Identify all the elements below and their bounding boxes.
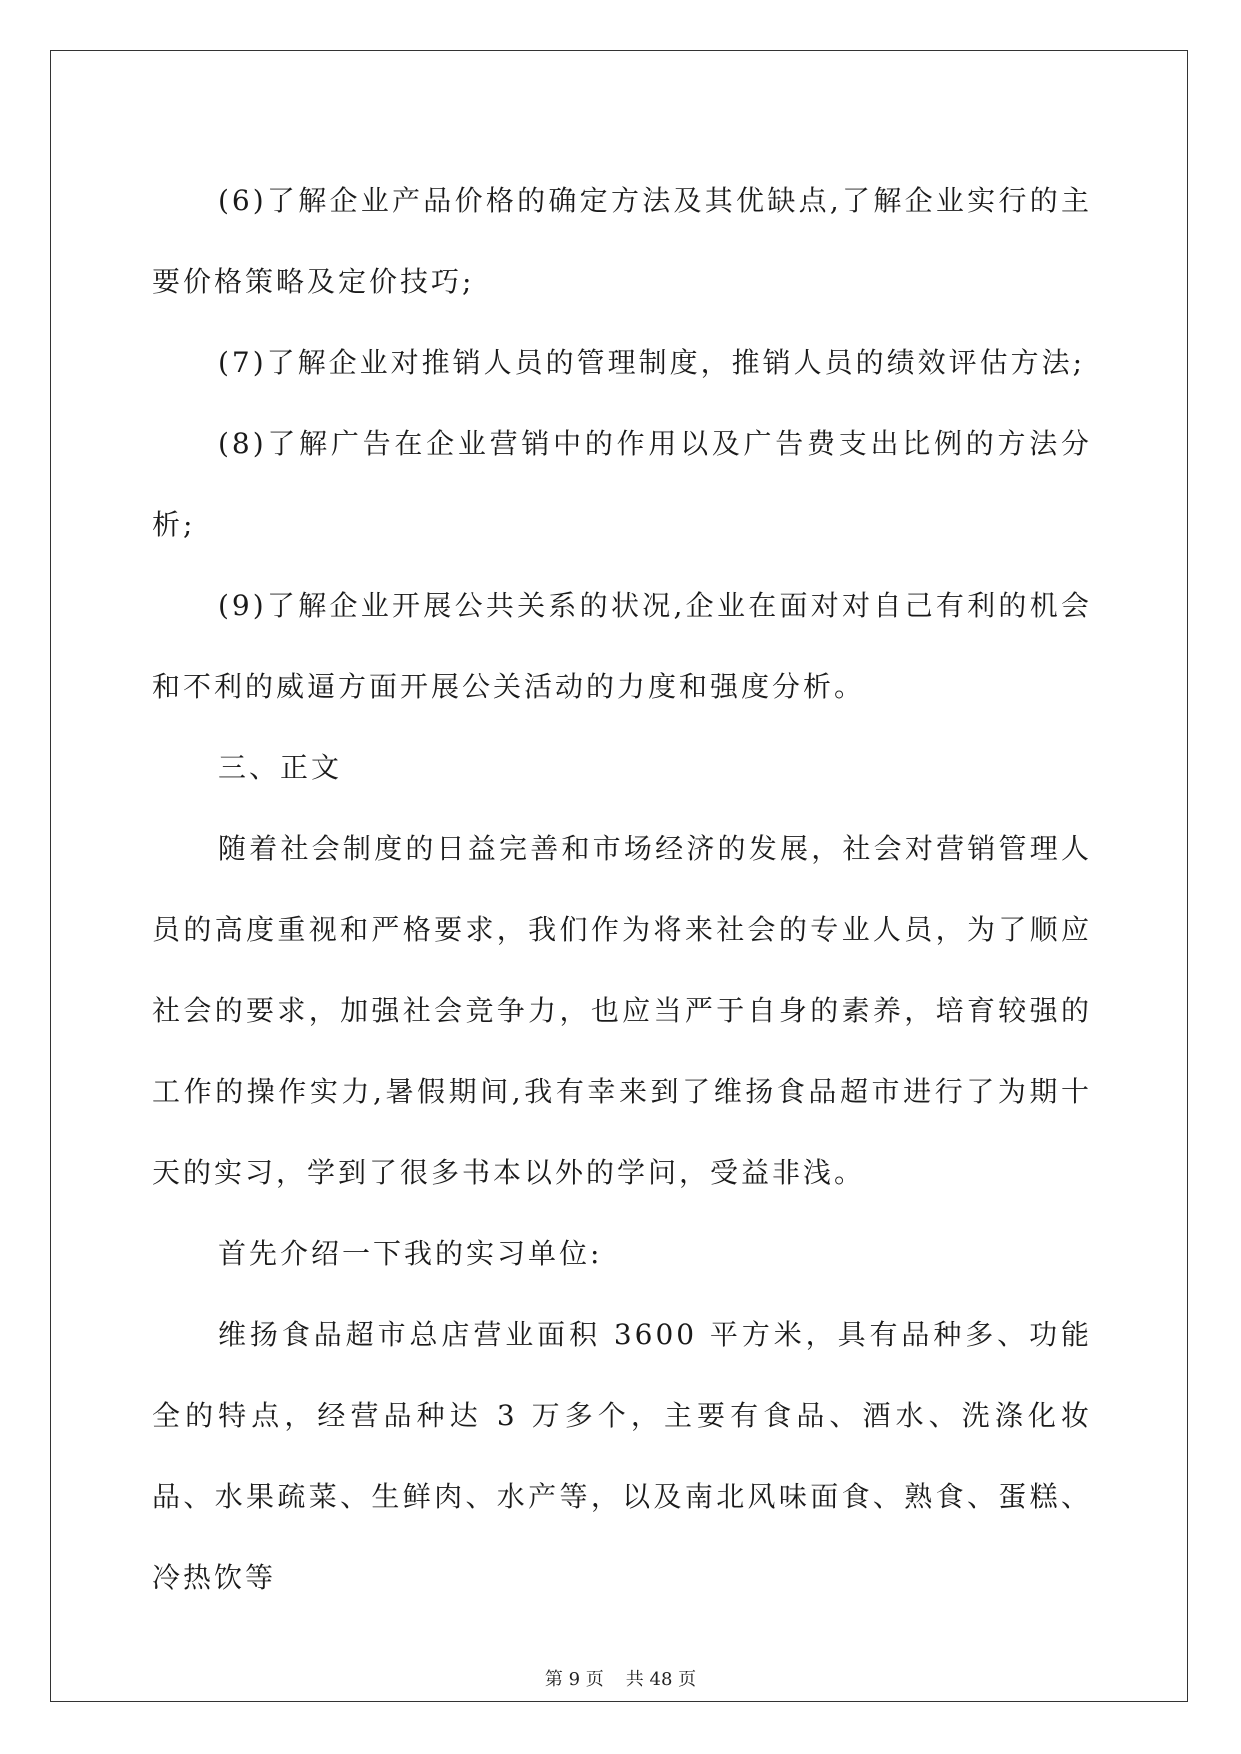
paragraph-store-description: 维扬食品超市总店营业面积 3600 平方米，具有品种多、功能全的特点，经营品种达 3 万多个，主要有食品、酒水、洗涤化妆品、水果疏菜、生鲜肉、水产等，以及南北风味面食、熟食、蛋糕、冷热饮等 [152,1318,1092,1594]
paragraph-item-8: (8)了解广告在企业营销中的作用以及广告费支出比例的方法分析; [152,427,1092,541]
document-body [152,160,1092,1618]
paragraph-intro: 随着社会制度的日益完善和市场经济的发展，社会对营销管理人员的高度重视和严格要求，我们作为将来社会的专业人员，为了顺应社会的要求，加强社会竞争力，也应当严于自身的素养，培育较强的工作的操作实力,暑假期间,我有幸来到了维扬食品超市进行了为期十天的实习，学到了很多书本以外的学问，受益非浅。 [152,832,1092,1189]
section-heading: 三、正文 [218,751,343,784]
paragraph-item-9: (9)了解企业开展公共关系的状况,企业在面对对自己有利的机会和不利的威逼方面开展公关活动的力度和强度分析。 [152,589,1092,703]
page-total: 共 48 页 [625,1669,697,1690]
page-footer [0,1665,1241,1691]
page-number: 第 9 页 [544,1669,604,1690]
paragraph-unit-intro: 首先介绍一下我的实习单位: [218,1237,603,1270]
paragraph-item-6: (6)了解企业产品价格的确定方法及其优缺点,了解企业实行的主要价格策略及定价技巧; [152,184,1092,298]
paragraph-item-7: (7)了解企业对推销人员的管理制度，推销人员的绩效评估方法; [218,346,1086,379]
